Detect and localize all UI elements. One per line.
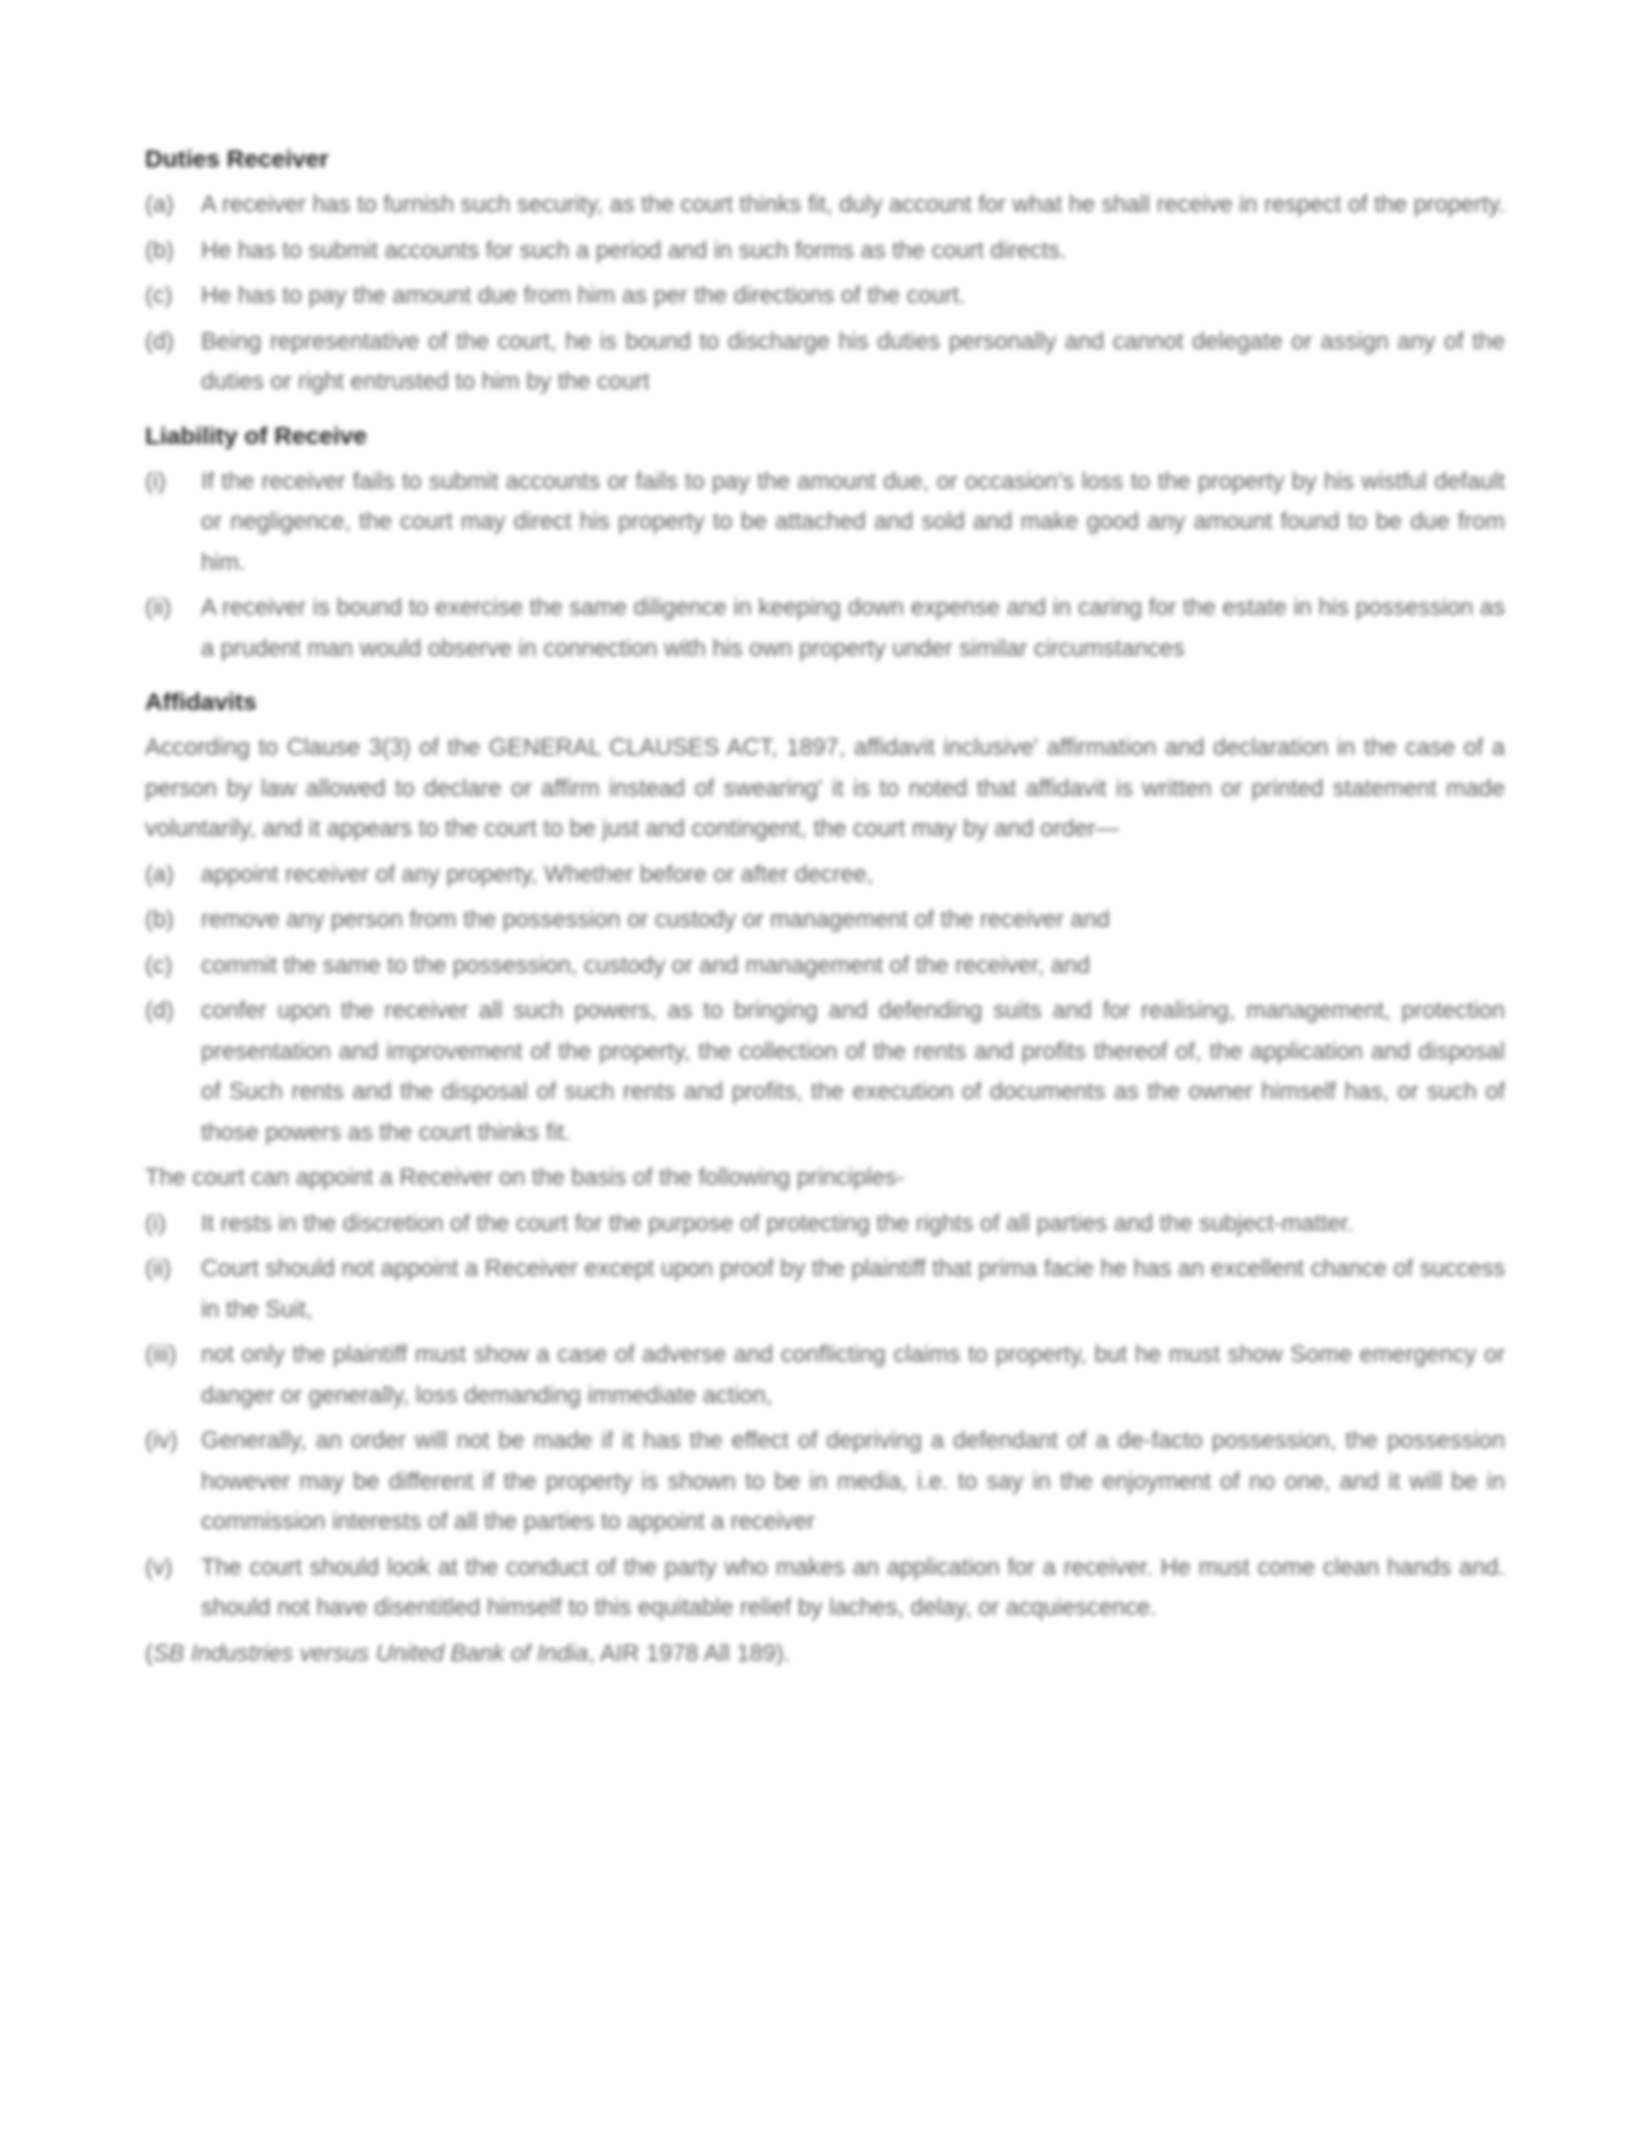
section-duties-receiver bbox=[145, 143, 1505, 403]
citation-case-name: SB Industries versus United Bank of India bbox=[152, 1640, 589, 1667]
list-marker: (b) bbox=[145, 237, 174, 264]
list-item-text: remove any person from the possession or custody or management of the receiver and bbox=[201, 907, 1110, 933]
section-heading: Duties Receiver bbox=[145, 146, 329, 173]
list-item bbox=[145, 462, 1505, 584]
list-item-text: Generally, an order will not be made if it has the effect of depriving a defendant of a de-facto possession, the possession however may be different if the property is shown to be in media, i.e. to say in the enjoyment of no one, and it will be in commission interests of all the parties to appoint a receiver bbox=[201, 1428, 1505, 1535]
list-marker: (i) bbox=[145, 468, 166, 495]
list-marker: (v) bbox=[145, 1554, 173, 1581]
list-item-text: Being representative of the court, he is bound to discharge his duties personally and cannot delegate or assign any of the duties or right entrusted to him by the court bbox=[201, 328, 1505, 395]
case-citation bbox=[145, 1634, 1505, 1675]
section-heading: Liability of Receive bbox=[145, 422, 367, 450]
list-marker: (b) bbox=[145, 907, 174, 933]
list-item-text: not only the plaintiff must show a case of adverse and conflicting claims to property, but he must show Some emergency or danger or generally, loss demanding immediate action, bbox=[201, 1342, 1505, 1409]
list-item bbox=[145, 276, 1505, 317]
list-item bbox=[145, 1335, 1505, 1416]
list-item bbox=[145, 322, 1505, 403]
list-item-text: A receiver is bound to exercise the same diligence in keeping down expense and in caring for the estate in his possession as a prudent man would observe in connection with his own property under similar circumstances bbox=[201, 595, 1505, 662]
list-marker: (ii) bbox=[145, 1256, 172, 1282]
list-item bbox=[145, 991, 1505, 1153]
list-marker: (iii) bbox=[145, 1342, 177, 1368]
list-item-text: The court should look at the conduct of the party who makes an application for a receiver. He must come clean hands and. should not have disentitled himself to this equitable relief by laches, delay, or acquiescence. bbox=[201, 1554, 1505, 1621]
list-marker: (a) bbox=[145, 192, 174, 218]
list-marker: (iv) bbox=[145, 1428, 178, 1454]
list-item bbox=[145, 185, 1505, 226]
list-item bbox=[145, 1249, 1505, 1330]
list-marker: (c) bbox=[145, 283, 173, 309]
list-marker: (c) bbox=[145, 952, 173, 979]
list-item bbox=[145, 1204, 1505, 1245]
list-marker: (d) bbox=[145, 328, 174, 355]
list-item-text: A receiver has to furnish such security, as the court thinks fit, duly account for what he shall receive in respect of the property. bbox=[201, 192, 1505, 218]
list-item-text: It rests in the discretion of the court for the purpose of protecting the rights of all parties and the subject-matter. bbox=[201, 1210, 1354, 1237]
citation-open: ( bbox=[145, 1640, 153, 1667]
list-item bbox=[145, 900, 1505, 941]
list-marker: (d) bbox=[145, 998, 174, 1024]
section-heading: Affidavits bbox=[145, 689, 257, 716]
list-marker: (a) bbox=[145, 861, 174, 888]
list-item-text: appoint receiver of any property, Whether before or after decree, bbox=[201, 861, 874, 888]
list-item-text: If the receiver fails to submit accounts or fails to pay the amount due, or occasion's loss to the property by his wistful default or negligence, the court may direct his property to be attached and sold and make good any amount found to be due from him. bbox=[201, 468, 1505, 576]
list-item bbox=[145, 1421, 1505, 1543]
list-item-text: He has to submit accounts for such a period and in such forms as the court directs. bbox=[201, 237, 1067, 264]
citation-reference: , AIR 1978 All 189). bbox=[588, 1640, 791, 1667]
principles-intro: The court can appoint a Receiver on the basis of the following principles- bbox=[145, 1165, 905, 1191]
section-affidavits bbox=[145, 686, 1505, 1674]
list-marker: (ii) bbox=[145, 595, 172, 621]
list-item bbox=[145, 231, 1505, 272]
intro-paragraph: According to Clause 3(3) of the GENERAL CLAUSES ACT, 1897, affidavit inclusive' affirmation and declaration in the case of a person by law allowed to declare or affirm instead of swearing' it is to noted that affidavit is written or printed statement made voluntarily, and it appears to the court to be just and contingent, the court may by and order— bbox=[145, 735, 1505, 842]
list-item-text: Court should not appoint a Receiver except upon proof by the plaintiff that prima facie he has an excellent chance of success in the Suit, bbox=[201, 1256, 1505, 1323]
section-liability-of-receiver bbox=[145, 420, 1505, 670]
list-item bbox=[145, 855, 1505, 896]
list-item bbox=[145, 946, 1505, 987]
list-item-text: He has to pay the amount due from him as per the directions of the court. bbox=[201, 283, 966, 309]
list-item bbox=[145, 588, 1505, 669]
list-marker: (i) bbox=[145, 1210, 166, 1237]
list-item-text: confer upon the receiver all such powers, as to bringing and defending suits and for realising, management, protection presentation and improvement of the property, the collection of the rents and profits thereof of, the application and disposal of Such rents and the disposal of such rents and profits, the execution of documents as the owner himself has, or such of those powers as the court thinks fit. bbox=[201, 998, 1505, 1146]
list-item bbox=[145, 1548, 1505, 1629]
list-item-text: commit the same to the possession, custody or and management of the receiver, and bbox=[201, 952, 1091, 979]
